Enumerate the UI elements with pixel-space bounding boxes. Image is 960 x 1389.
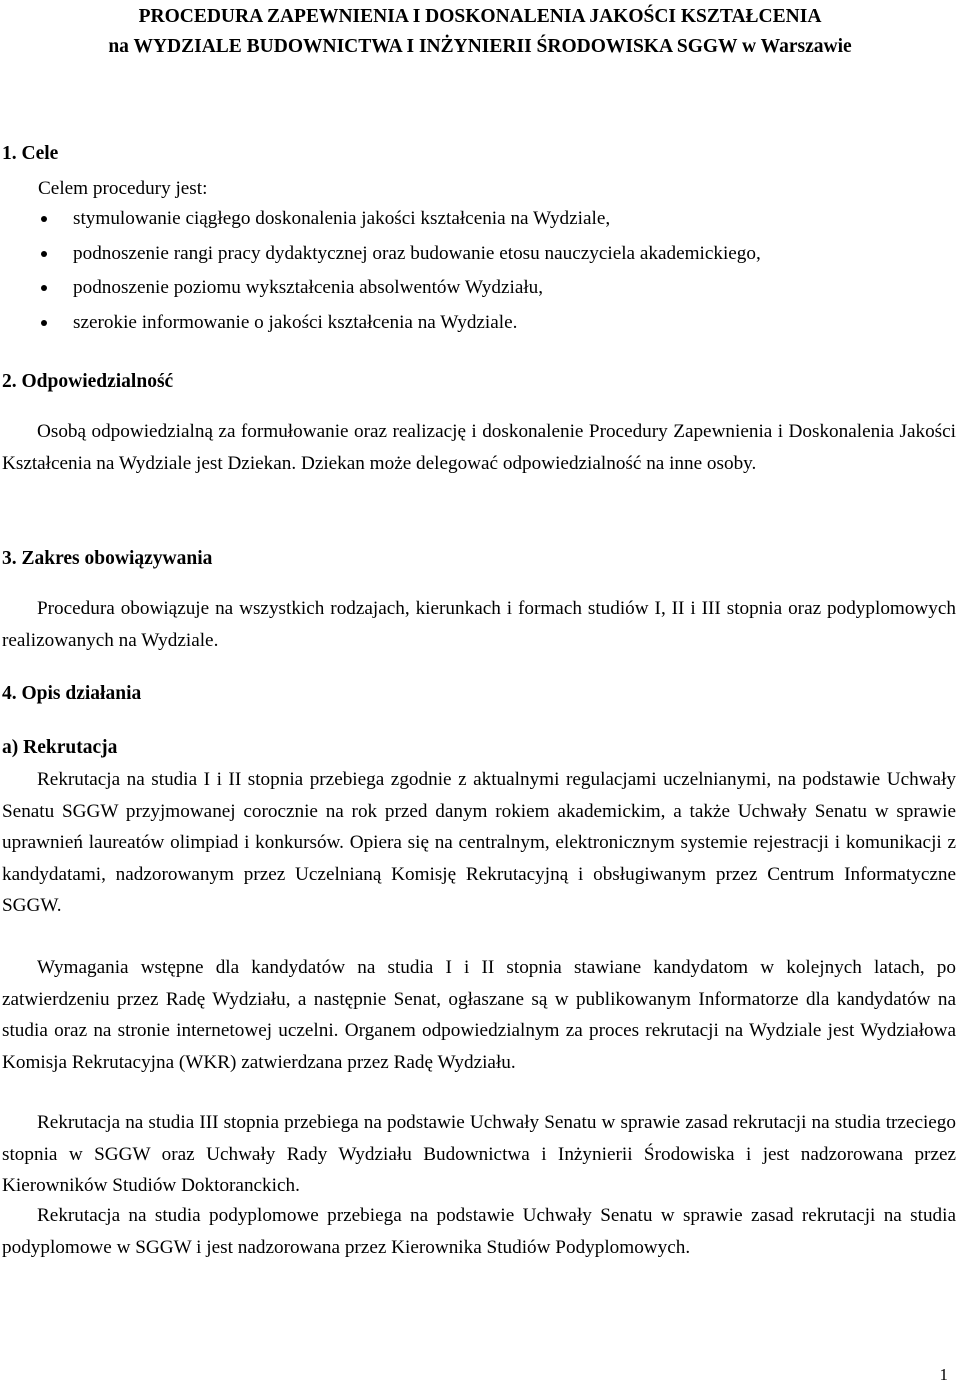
title-line-2: na WYDZIALE BUDOWNICTWA I INŻYNIERII ŚRODOWISKA SGGW w Warszawie [108, 36, 852, 57]
bullet-icon [41, 216, 47, 222]
section-1-intro: Celem procedury jest: [38, 178, 208, 199]
section-2-paragraph: Osobą odpowiedzialną za formułowanie oraz realizację i doskonalenie Procedury Zapewnienia i Doskonalenia Jakości Kształcenia na Wydziale jest Dziekan. Dziekan może delegować odpowiedzialność na inne osoby. [2, 421, 956, 474]
list-item-text: podnoszenie rangi pracy dydaktycznej oraz budowanie etosu nauczyciela akademickiego, [73, 242, 761, 264]
list-item [38, 276, 761, 311]
recruitment-paragraph-2: Wymagania wstępne dla kandydatów na studia I i II stopnia stawiane kandydatom w kolejnych latach, po zatwierdzeniu przez Radę Wydziału, a następnie Senat, ogłaszane są w publikowanym Informatorze dla kandydatów na studia oraz na stronie internetowej uczelni. Organem odpowiedzialnym za proces rekrutacji na Wydziale jest Wydziałowa Komisja Rekrutacyjna (WKR) zatwierdzana przez Radę Wydziału. [2, 957, 956, 1073]
bullet-icon [41, 251, 47, 257]
recruitment-paragraph-1: Rekrutacja na studia I i II stopnia przebiega zgodnie z aktualnymi regulacjami uczelnianymi, na podstawie Uchwały Senatu SGGW przyjmowanej corocznie na rok przed danym rokiem akademickim, a także Uchwały Senatu w sprawie uprawnień laureatów olimpiad i konkursów. Opiera się na centralnym, elektronicznym systemie rejestracji i komunikacji z kandydatami, nadzorowanym przez Uczelnianą Komisję Rekrutacyjną i obsługiwanym przez Centrum Informatyczne SGGW. [2, 769, 956, 916]
list-item-text: stymulowanie ciągłego doskonalenia jakości kształcenia na Wydziale, [73, 208, 611, 229]
recruitment-paragraph-3: Rekrutacja na studia III stopnia przebiega na podstawie Uchwały Senatu w sprawie zasad rekrutacji na studia trzeciego stopnia w SGGW oraz Uchwały Rady Wydziału Budownictwa i Inżynierii Środowiska i jest nadzorowana przez Kierowników Studiów Doktoranckich. [2, 1112, 956, 1196]
section-1-heading: 1. Cele [2, 143, 59, 164]
list-item [38, 242, 761, 277]
section-4-heading: 4. Opis działania [2, 683, 142, 704]
list-item [38, 311, 761, 346]
goals-list [38, 207, 761, 346]
recruitment-paragraph-4: Rekrutacja na studia podyplomowe przebiega na podstawie Uchwały Senatu w sprawie zasad rekrutacji na studia podyplomowe w SGGW i jest nadzorowana przez Kierownika Studiów Podyplomowych. [2, 1205, 956, 1258]
list-item [38, 207, 761, 242]
section-4a-subheading: a) Rekrutacja [2, 737, 118, 758]
section-2-heading: 2. Odpowiedzialność [2, 371, 174, 392]
section-3-heading: 3. Zakres obowiązywania [2, 548, 213, 569]
bullet-icon [41, 320, 47, 326]
section-3-paragraph: Procedura obowiązuje na wszystkich rodzajach, kierunkach i formach studiów I, II i III stopnia oraz podyplomowych realizowanych na Wydziale. [2, 598, 956, 651]
list-item-text: podnoszenie poziomu wykształcenia absolwentów Wydziału, [73, 277, 544, 299]
page-number: 1 [939, 1365, 948, 1384]
bullet-icon [41, 285, 47, 291]
title-line-1: PROCEDURA ZAPEWNIENIA I DOSKONALENIA JAKOŚCI KSZTAŁCENIA [138, 6, 822, 27]
list-item-text: szerokie informowanie o jakości kształcenia na Wydziale. [73, 312, 518, 334]
